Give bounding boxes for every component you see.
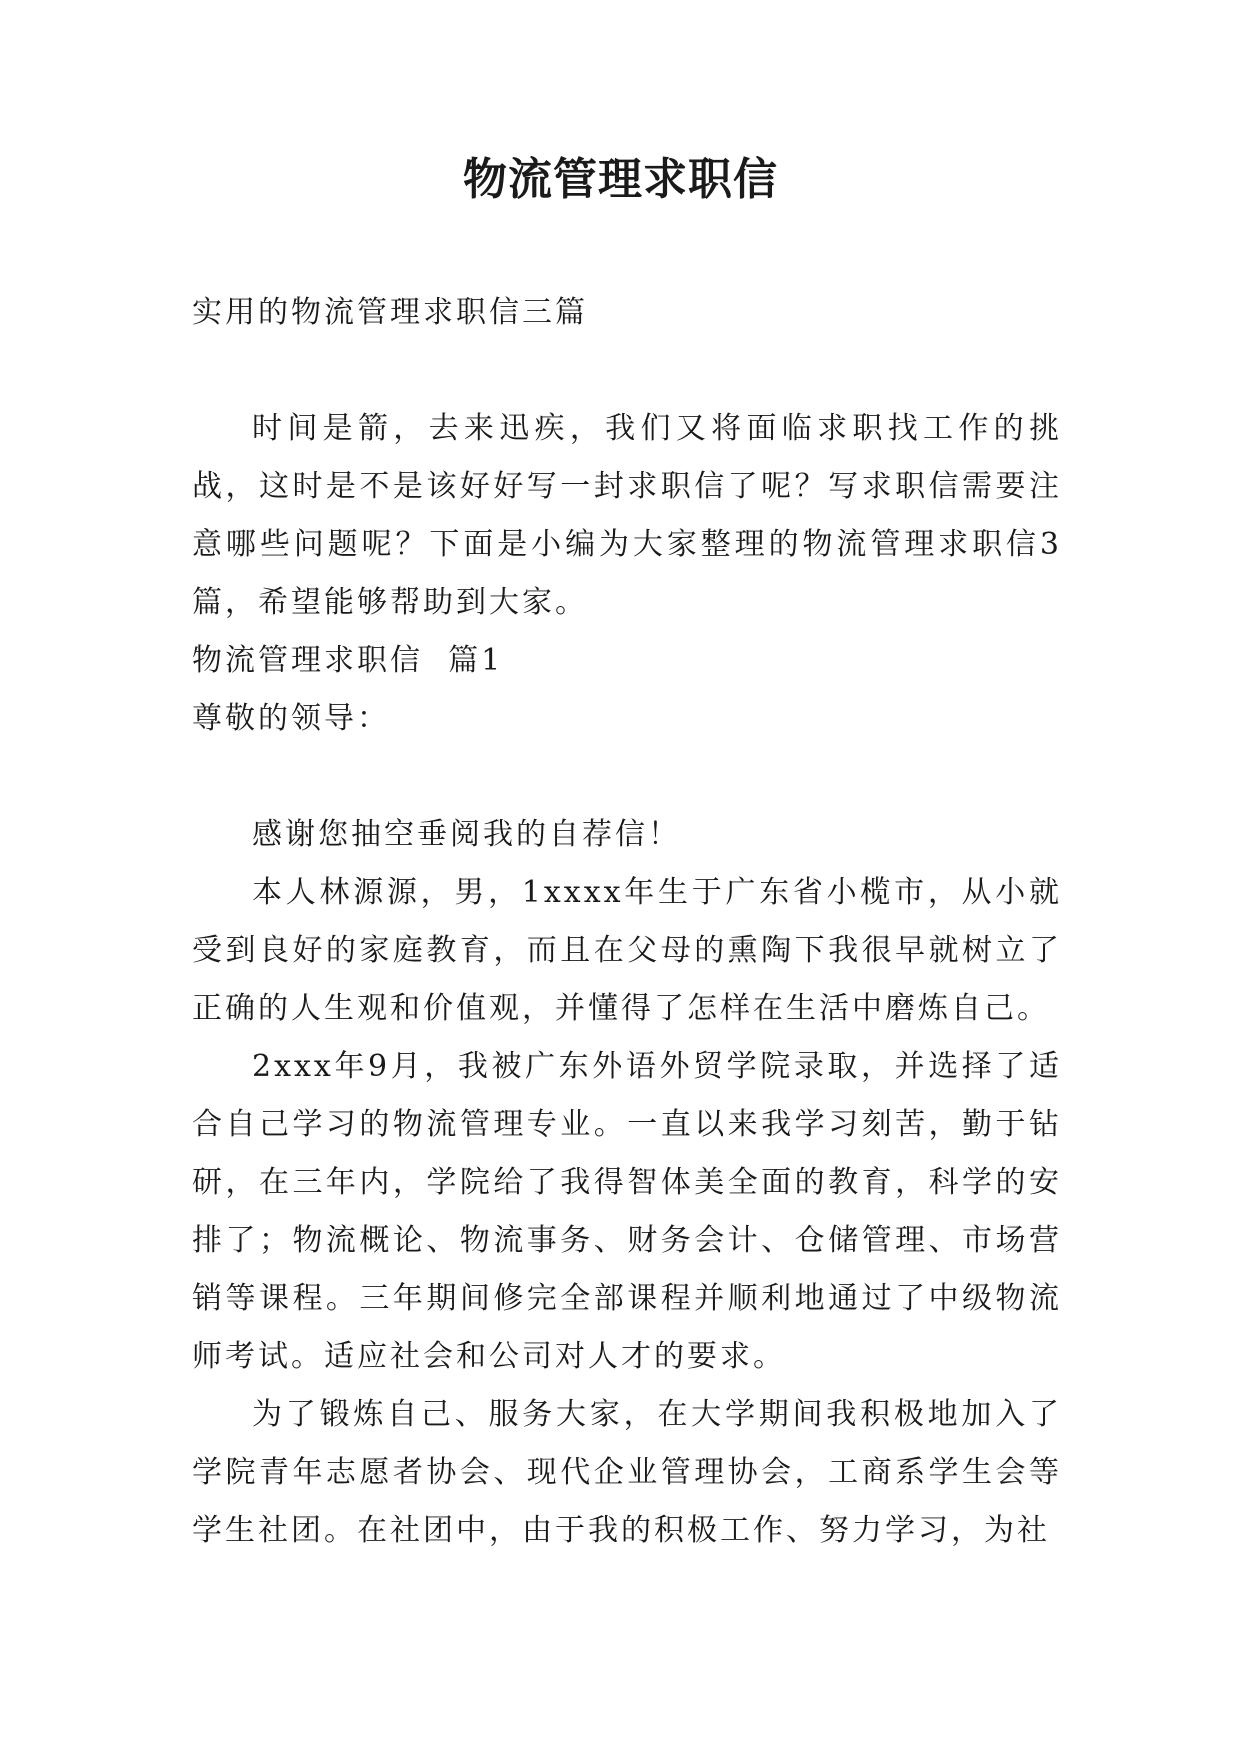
intro-paragraph: 时间是箭，去来迅疾，我们又将面临求职找工作的挑战，这时是不是该好好写一封求职信了呢？写求职信需要注意哪些问题呢？下面是小编为大家整理的物流管理求职信3篇，希望能够帮助到大家。 bbox=[192, 411, 1062, 620]
body-paragraph-1: 本人林源源，男，1xxxx年生于广东省小榄市，从小就受到良好的家庭教育，而且在父母的熏陶下我很早就树立了正确的人生观和价值观，并懂得了怎样在生活中磨炼自己。 bbox=[192, 875, 1062, 1026]
body-paragraph-3: 为了锻炼自己、服务大家，在大学期间我积极地加入了学院青年志愿者协会、现代企业管理协会，工商系学生会等学生社团。在社团中，由于我的积极工作、努力学习，为社 bbox=[192, 1397, 1062, 1548]
paragraph-gap bbox=[192, 342, 1062, 400]
document-body bbox=[192, 284, 1062, 1560]
thanks-paragraph: 感谢您抽空垂阅我的自荐信！ bbox=[252, 817, 681, 852]
paragraph-gap bbox=[192, 748, 1062, 806]
body-paragraph-2: 2xxx年9月，我被广东外语外贸学院录取，并选择了适合自己学习的物流管理专业。一直以来我学习刻苦，勤于钻研，在三年内，学院给了我得智体美全面的教育，科学的安排了；物流概论、物流事务、财务会计、仓储管理、市场营销等课程。三年期间修完全部课程并顺利地通过了中级物流师考试。适应社会和公司对人才的要求。 bbox=[192, 1049, 1062, 1374]
document-subtitle: 实用的物流管理求职信三篇 bbox=[192, 295, 588, 330]
section-heading: 物流管理求职信 篇1 bbox=[192, 643, 504, 678]
document-title: 物流管理求职信 bbox=[463, 154, 778, 205]
salutation: 尊敬的领导： bbox=[192, 701, 390, 736]
